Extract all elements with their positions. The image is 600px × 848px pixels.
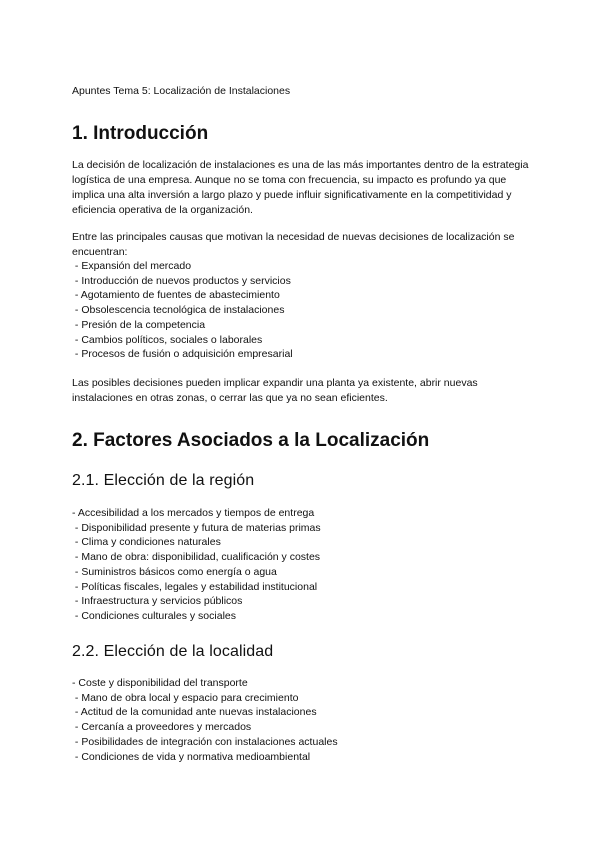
list-item: - Cambios políticos, sociales o laborales [72, 333, 263, 346]
intro-paragraph-1: La decisión de localización de instalaciones es una de las más importantes dentro de la estrategia logística de una empresa. Aunque no se toma con frecuencia, su impacto es profundo ya que implica una alta inversión a largo plazo y puede influir significativamente en la competitividad y eficiencia operativa de la organización. [72, 159, 529, 216]
list-item: - Mano de obra local y espacio para crecimiento [72, 691, 299, 704]
list-item: - Obsolescencia tecnológica de instalaciones [72, 304, 285, 317]
list-item: - Cercanía a proveedores y mercados [72, 721, 252, 734]
list-item: - Mano de obra: disponibilidad, cualificación y costes [72, 551, 321, 564]
document-title: Apuntes Tema 5: Localización de Instalaciones [72, 85, 291, 97]
list-item: - Infraestructura y servicios públicos [72, 595, 243, 608]
subsection-heading-localidad: 2.2. Elección de la localidad [72, 643, 274, 660]
list-item: - Condiciones de vida y normativa medioambiental [72, 750, 311, 763]
causes-list [72, 259, 293, 362]
list-item: - Condiciones culturales y sociales [72, 609, 236, 622]
list-item: - Suministros básicos como energía o agua [72, 565, 277, 578]
list-item: - Políticas fiscales, legales y estabilidad institucional [72, 580, 318, 593]
section-heading-introduccion: 1. Introducción [72, 123, 209, 144]
locality-factors-list [72, 676, 338, 764]
list-item: - Actitud de la comunidad ante nuevas instalaciones [72, 706, 317, 719]
section-heading-factores: 2. Factores Asociados a la Localización [72, 430, 430, 451]
list-item: - Agotamiento de fuentes de abastecimiento [72, 289, 280, 302]
list-item: - Coste y disponibilidad del transporte [72, 677, 248, 689]
list-item: - Disponibilidad presente y futura de materias primas [72, 521, 321, 534]
list-item: - Accesibilidad a los mercados y tiempos de entrega [72, 507, 315, 519]
list-item: - Procesos de fusión o adquisición empresarial [72, 348, 293, 361]
subsection-heading-region: 2.1. Elección de la región [72, 472, 255, 489]
list-item: - Expansión del mercado [72, 260, 192, 272]
intro-paragraph-3: Las posibles decisiones pueden implicar expandir una planta ya existente, abrir nuevas instalaciones en otras zonas, o cerrar las que ya no sean eficientes. [72, 377, 478, 404]
list-item: - Presión de la competencia [72, 318, 206, 331]
region-factors-list [72, 506, 321, 624]
intro-paragraph-2: Entre las principales causas que motivan la necesidad de nuevas decisiones de localización se encuentran: [72, 231, 515, 258]
list-item: - Introducción de nuevos productos y servicios [72, 274, 291, 287]
list-item: - Posibilidades de integración con instalaciones actuales [72, 735, 338, 748]
list-item: - Clima y condiciones naturales [72, 536, 221, 549]
